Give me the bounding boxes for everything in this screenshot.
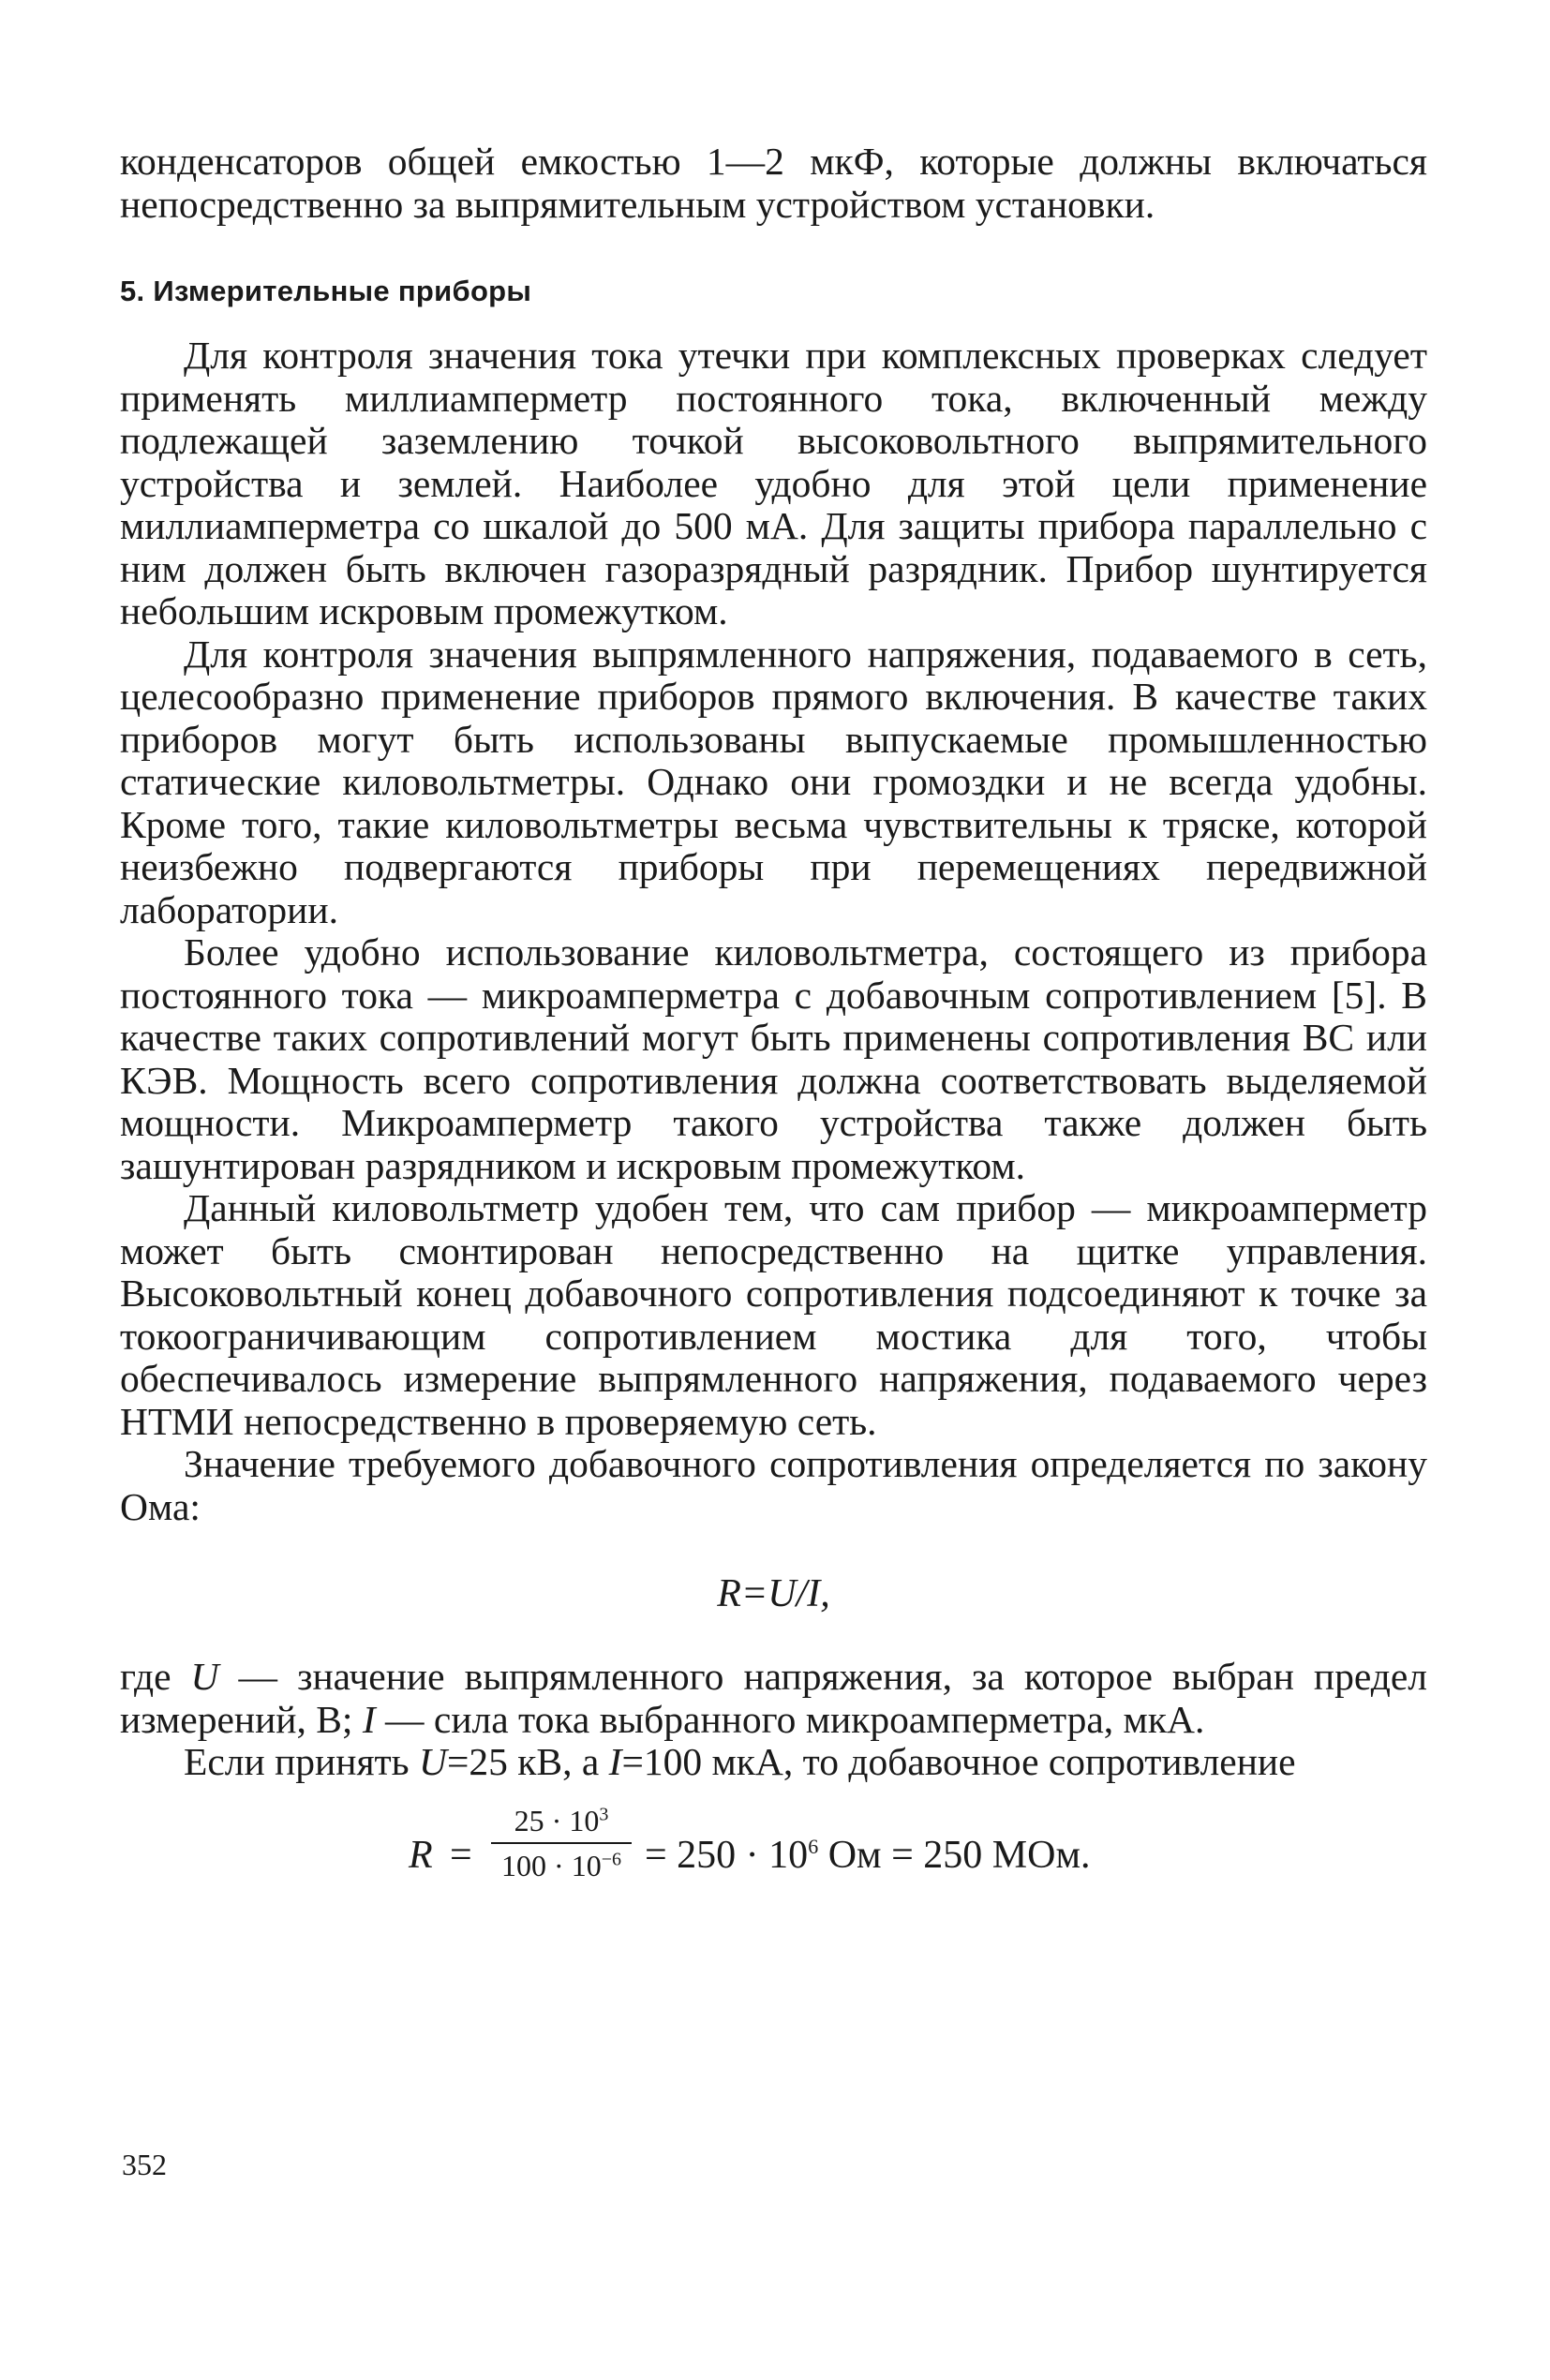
example-text-3: =100 мкА, то добавочное сопротивление — [621, 1740, 1296, 1783]
result-value: Ом = 250 МОм. — [818, 1833, 1091, 1877]
example-text-1: Если принять — [184, 1740, 419, 1783]
page-number: 352 — [122, 2148, 167, 2181]
denominator-exponent: −6 — [601, 1848, 621, 1869]
paragraph-2: Для контроля значения выпрямленного напряжения, подаваемого в сеть, целесообразно применение приборов прямого включения. В качестве таких приборов могут быть использованы выпускаемые промышленностью статические киловольтметры. Однако они громоздки и не всегда удобны. Кроме того, такие киловольтметры весьма чувствительны к тряске, которой неизбежно подвергаются приборы при перемещениях передвижной лаборатории. — [120, 632, 1427, 931]
formula-result — [645, 1833, 1091, 1878]
fraction-bar — [491, 1842, 632, 1844]
paragraph-4: Данный киловольтметр удобен тем, что сам прибор — микроамперметр может быть смонтирован непосредственно на щитке управления. Высоковольтный конец добавочного сопротивления подсоединяют к точке за токоограничивающим сопротивлением мостика для того, чтобы обеспечивалось измерение выпрямленного напряжения, подаваемого через НТМИ непосредственно в проверяемую сеть. — [120, 1186, 1427, 1443]
numerator-exponent: 3 — [599, 1803, 609, 1824]
continuation-paragraph: конденсаторов общей емкостью 1—2 мкФ, которые должны включаться непосредственно за выпрямительным устройством установки. — [120, 140, 1427, 226]
where-var-i: I — [362, 1697, 376, 1741]
paragraph-3: Более удобно использование киловольтметра, состоящего из прибора постоянного тока — микроамперметра с добавочным сопротивлением [5]. В качестве таких сопротивлений могут быть применены сопротивления ВС или КЭВ. Мощность всего сопротивления должна соответствовать выделяемой мощности. Микроамперметр такого устройства также должен быть зашунтирован разрядником и искровым промежутком. — [120, 930, 1427, 1187]
where-text-2: — значение выпрямленного напряжения, за которое выбран предел измерений, В; — [120, 1655, 1428, 1741]
formula-fraction — [491, 1801, 632, 1885]
ohm-law-formula: R=U/I, — [717, 1572, 830, 1615]
formula-equals: = — [450, 1833, 472, 1877]
fraction-numerator — [491, 1801, 632, 1840]
example-var-u: U — [418, 1740, 447, 1783]
numerator-base: 25 · 10 — [514, 1803, 600, 1837]
where-text-1: где — [120, 1655, 191, 1698]
page-content — [120, 141, 1427, 1925]
where-text-3: — сила тока выбранного микроамперметра, мкА. — [375, 1697, 1205, 1741]
example-paragraph — [120, 1741, 1427, 1784]
where-var-u: U — [190, 1655, 219, 1698]
where-paragraph — [120, 1656, 1427, 1741]
example-text-2: =25 кВ, а — [446, 1740, 609, 1783]
paragraph-1: Для контроля значения тока утечки при комплексных проверках следует применять миллиамперметр постоянного тока, включенный между подлежащей заземлению точкой высоковольтного выпрямительного устройства и землей. Наиболее удобно для этой цели применение миллиамперметра со шкалой до 500 мА. Для защиты прибора параллельно с ним должен быть включен газоразрядный разрядник. Прибор шунтируется небольшим искровым промежутком. — [120, 334, 1427, 632]
result-exponent: 6 — [808, 1834, 819, 1858]
formula-lhs: R — [409, 1833, 433, 1877]
paragraph-5: Значение требуемого добавочного сопротивления определяется по закону Ома: — [120, 1442, 1427, 1528]
denominator-base: 100 · 10 — [501, 1848, 602, 1882]
result-base: = 250 · 10 — [645, 1833, 809, 1877]
section-heading: 5. Измерительные приборы — [120, 275, 532, 307]
example-var-i: I — [608, 1740, 622, 1783]
fraction-denominator — [491, 1846, 632, 1885]
